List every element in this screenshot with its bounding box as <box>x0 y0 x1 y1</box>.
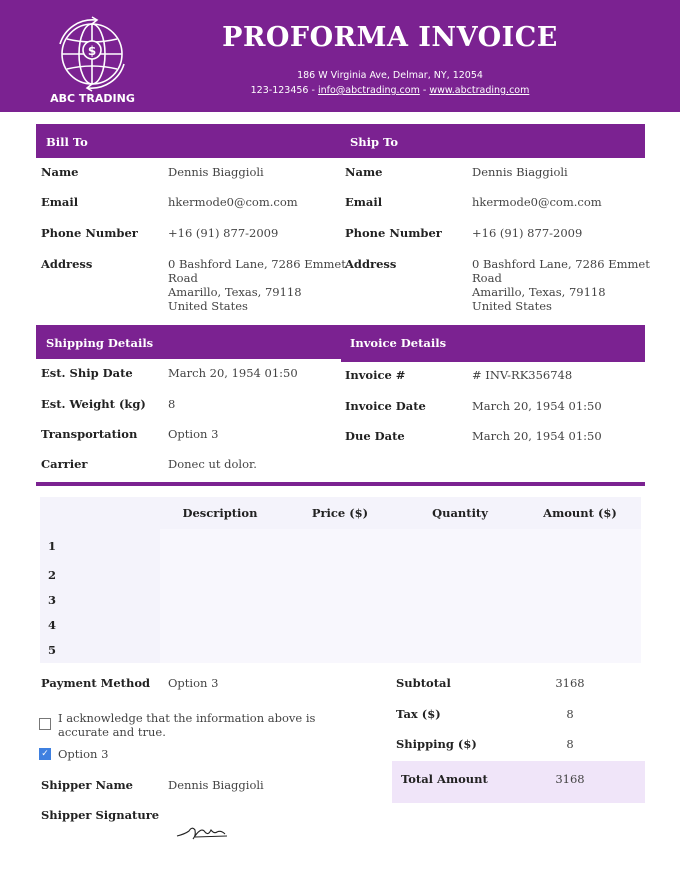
company-website-link[interactable]: www.abctrading.com <box>429 85 530 96</box>
invoice-number-value: # INV-RK356748 <box>472 368 573 382</box>
ship-name-value: Dennis Biaggioli <box>472 165 568 179</box>
bill-ship-band <box>36 124 645 158</box>
bill-to-heading: Bill To <box>46 135 88 149</box>
signature-image <box>175 822 235 844</box>
ship-name-label: Name <box>345 165 383 179</box>
ship-date-value: March 20, 1954 01:50 <box>168 366 298 380</box>
total-amount-value: 3168 <box>555 772 585 786</box>
subtotal-value: 3168 <box>555 676 585 690</box>
shipping-cost-label: Shipping ($) <box>396 737 477 751</box>
subtotal-label: Subtotal <box>396 676 451 690</box>
address-line: Amarillo, Texas, 79118 <box>472 285 606 299</box>
address-line: 0 Bashford Lane, 7286 Emmet <box>472 257 650 271</box>
acknowledge-text <box>58 711 315 739</box>
transport-value: Option 3 <box>168 427 219 441</box>
ship-address-value <box>472 257 650 313</box>
company-phone: 123-123456 <box>250 85 309 96</box>
address-line: Road <box>472 271 502 285</box>
ship-to-heading: Ship To <box>350 135 398 149</box>
shipping-cost-value: 8 <box>566 737 574 751</box>
payment-method-value: Option 3 <box>168 676 219 690</box>
company-name: ABC TRADING <box>50 92 135 105</box>
acknowledge-checkbox[interactable] <box>39 718 51 730</box>
bill-phone-value: +16 (91) 877-2009 <box>168 226 279 240</box>
items-table-body[interactable] <box>160 529 641 663</box>
shipper-name-label: Shipper Name <box>41 778 133 792</box>
shipper-name-value: Dennis Biaggioli <box>168 778 264 792</box>
col-header-amount: Amount ($) <box>543 506 617 520</box>
option-checkbox[interactable] <box>39 748 51 760</box>
invoice-number-label: Invoice # <box>345 368 406 382</box>
table-row-number: 4 <box>48 618 57 632</box>
ship-phone-value: +16 (91) 877-2009 <box>472 226 583 240</box>
svg-text:$: $ <box>87 44 97 58</box>
tax-value: 8 <box>566 707 574 721</box>
company-email-link[interactable]: info@abctrading.com <box>317 85 420 96</box>
address-line: 0 Bashford Lane, 7286 Emmet <box>168 257 346 271</box>
carrier-label: Carrier <box>41 457 88 471</box>
ship-address-label: Address <box>345 257 397 271</box>
ship-email-value: hkermode0@com.com <box>472 195 602 209</box>
table-row-number: 5 <box>48 643 57 657</box>
document-title: PROFORMA INVOICE <box>222 22 558 53</box>
address-line: United States <box>168 299 248 313</box>
col-header-description: Description <box>182 506 258 520</box>
table-row-number: 1 <box>48 539 57 553</box>
globe-logo-icon <box>52 14 132 94</box>
company-address: 186 W Virginia Ave, Delmar, NY, 12054 <box>297 70 483 81</box>
section-divider <box>36 482 645 486</box>
checkmark-icon: ✓ <box>41 749 49 759</box>
contact-separator: - <box>311 85 315 96</box>
ship-phone-label: Phone Number <box>345 226 442 240</box>
table-row-number: 3 <box>48 593 57 607</box>
total-amount-label: Total Amount <box>401 772 488 786</box>
invoice-date-label: Invoice Date <box>345 399 426 413</box>
bill-address-value <box>168 257 346 313</box>
col-header-price: Price ($) <box>311 506 369 520</box>
bill-address-label: Address <box>41 257 93 271</box>
bill-name-value: Dennis Biaggioli <box>168 165 264 179</box>
transport-label: Transportation <box>41 427 138 441</box>
bill-name-label: Name <box>41 165 79 179</box>
contact-separator: - <box>422 85 427 96</box>
address-line: Road <box>168 271 198 285</box>
invoice-details-heading: Invoice Details <box>350 336 447 350</box>
invoice-date-value: March 20, 1954 01:50 <box>472 399 602 413</box>
acknowledge-line: I acknowledge that the information above is <box>58 711 316 725</box>
bill-email-label: Email <box>41 195 79 209</box>
ship-date-label: Est. Ship Date <box>41 366 133 380</box>
ship-email-label: Email <box>345 195 383 209</box>
acknowledge-line: accurate and true. <box>58 725 166 739</box>
tax-label: Tax ($) <box>396 707 441 721</box>
option-label: Option 3 <box>58 747 109 761</box>
due-date-value: March 20, 1954 01:50 <box>472 429 602 443</box>
col-header-quantity: Quantity <box>432 506 488 520</box>
address-line: Amarillo, Texas, 79118 <box>168 285 302 299</box>
weight-label: Est. Weight (kg) <box>41 397 146 411</box>
weight-value: 8 <box>168 397 176 411</box>
shipping-details-heading: Shipping Details <box>46 336 154 350</box>
company-contact <box>200 85 580 96</box>
payment-method-label: Payment Method <box>41 676 151 690</box>
address-line: United States <box>472 299 552 313</box>
table-row-number: 2 <box>48 568 57 582</box>
shipper-signature-label: Shipper Signature <box>41 808 160 822</box>
bill-email-value: hkermode0@com.com <box>168 195 298 209</box>
bill-phone-label: Phone Number <box>41 226 138 240</box>
due-date-label: Due Date <box>345 429 405 443</box>
carrier-value: Donec ut dolor. <box>168 457 257 471</box>
